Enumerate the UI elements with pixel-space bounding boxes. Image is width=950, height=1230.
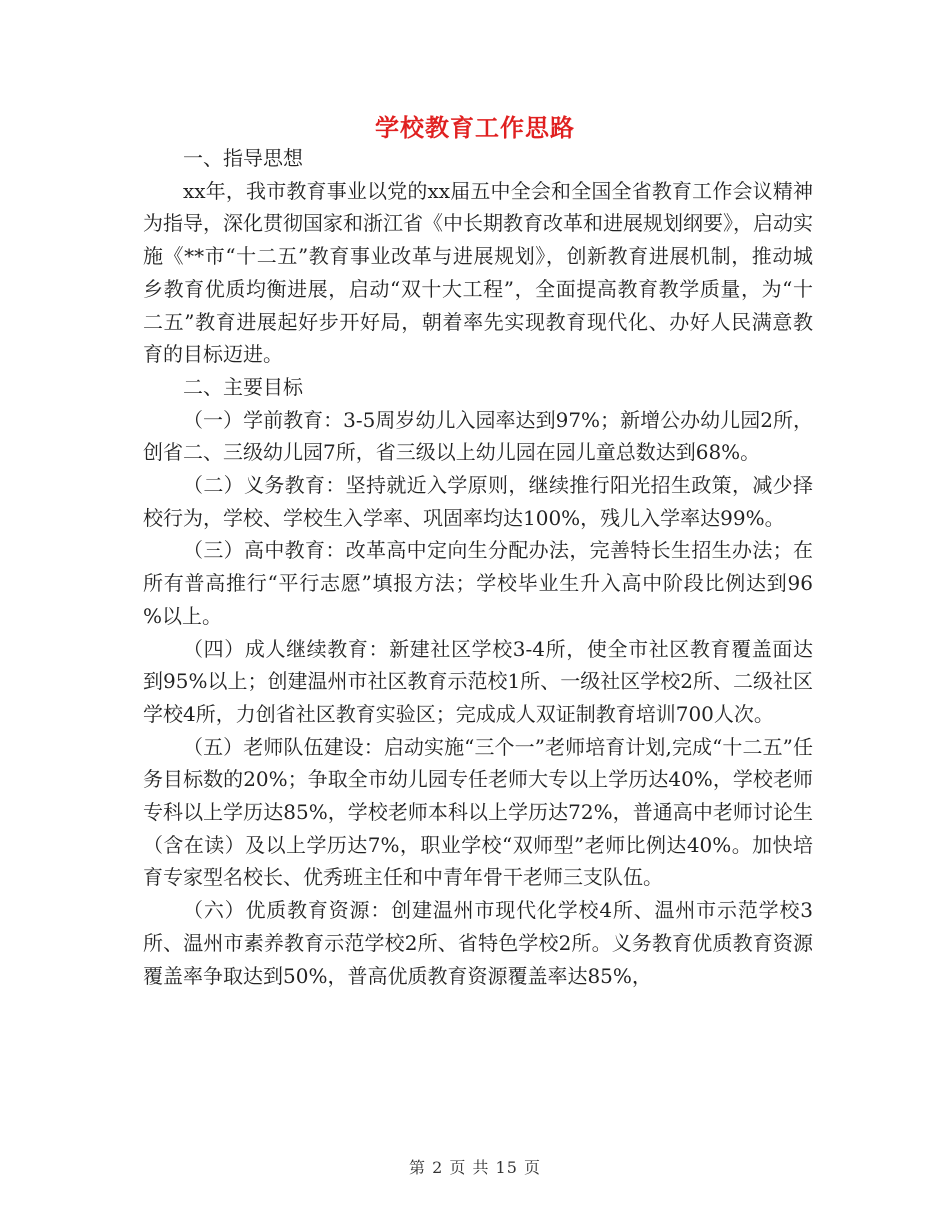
paragraph-guiding-ideology: xx年，我市教育事业以党的xx届五中全会和全国全省教育工作会议精神为指导，深化贯彻国家和浙江省《中长期教育改革和进展规划纲要》，启动实施《**市“十二五”教育事业改革与进展规划》，创新教育进展机制，推动城乡教育优质均衡进展，启动“双十大工程”，全面提高教育教学质量，为“十二五”教育进展起好步开好局，朝着率先实现教育现代化、办好人民满意教育的目标迈进。 — [143, 178, 813, 367]
paragraph-compulsory-education: （二）义务教育：坚持就近入学原则，继续推行阳光招生政策，减少择校行为，学校、学校生入学率、巩固率均达100%，残儿入学率达99%。 — [143, 473, 813, 530]
section-heading-main-goals: 二、主要目标 — [183, 374, 303, 399]
document-title: 学校教育工作思路 — [375, 113, 575, 142]
paragraph-adult-continuing-education: （四）成人继续教育：新建社区学校3-4所，使全市社区教育覆盖面达到95%以上；创建温州市社区教育示范校1所、一级社区学校2所、二级社区学校4所，力创省社区教育实验区；完成成人双证制教育培训700人次。 — [143, 636, 813, 726]
document-body — [143, 142, 813, 992]
section-heading-guiding-ideology: 一、指导思想 — [183, 146, 303, 170]
paragraph-quality-education-resources: （六）优质教育资源：创建温州市现代化学校4所、温州市示范学校3所、温州市素养教育示范学校2所、省特色学校2所。义务教育优质教育资源覆盖率争取达到50%，普高优质教育资源覆盖率达85%， — [143, 898, 813, 988]
paragraph-teacher-team-building: （五）老师队伍建设：启动实施“三个一”老师培育计划,完成“十二五”任务目标数的20%；争取全市幼儿园专任老师大专以上学历达40%，学校老师专科以上学历达85%，学校老师本科以上学历达72%，普通高中老师讨论生（含在读）及以上学历达7%，职业学校“双师型”老师比例达40%。加快培育专家型名校长、优秀班主任和中青年骨干老师三支队伍。 — [143, 734, 813, 890]
page-number-footer: 第 2 页 共 15 页 — [409, 1158, 541, 1177]
paragraph-preschool-education: （一）学前教育：3-5周岁幼儿入园率达到97%；新增公办幼儿园2所，创省二、三级幼儿园7所，省三级以上幼儿园在园儿童总数达到68%。 — [143, 407, 813, 465]
paragraph-high-school-education: （三）高中教育：改革高中定向生分配办法，完善特长生招生办法；在所有普高推行“平行志愿”填报方法；学校毕业生升入高中阶段比例达到96 %以上。 — [143, 538, 813, 628]
